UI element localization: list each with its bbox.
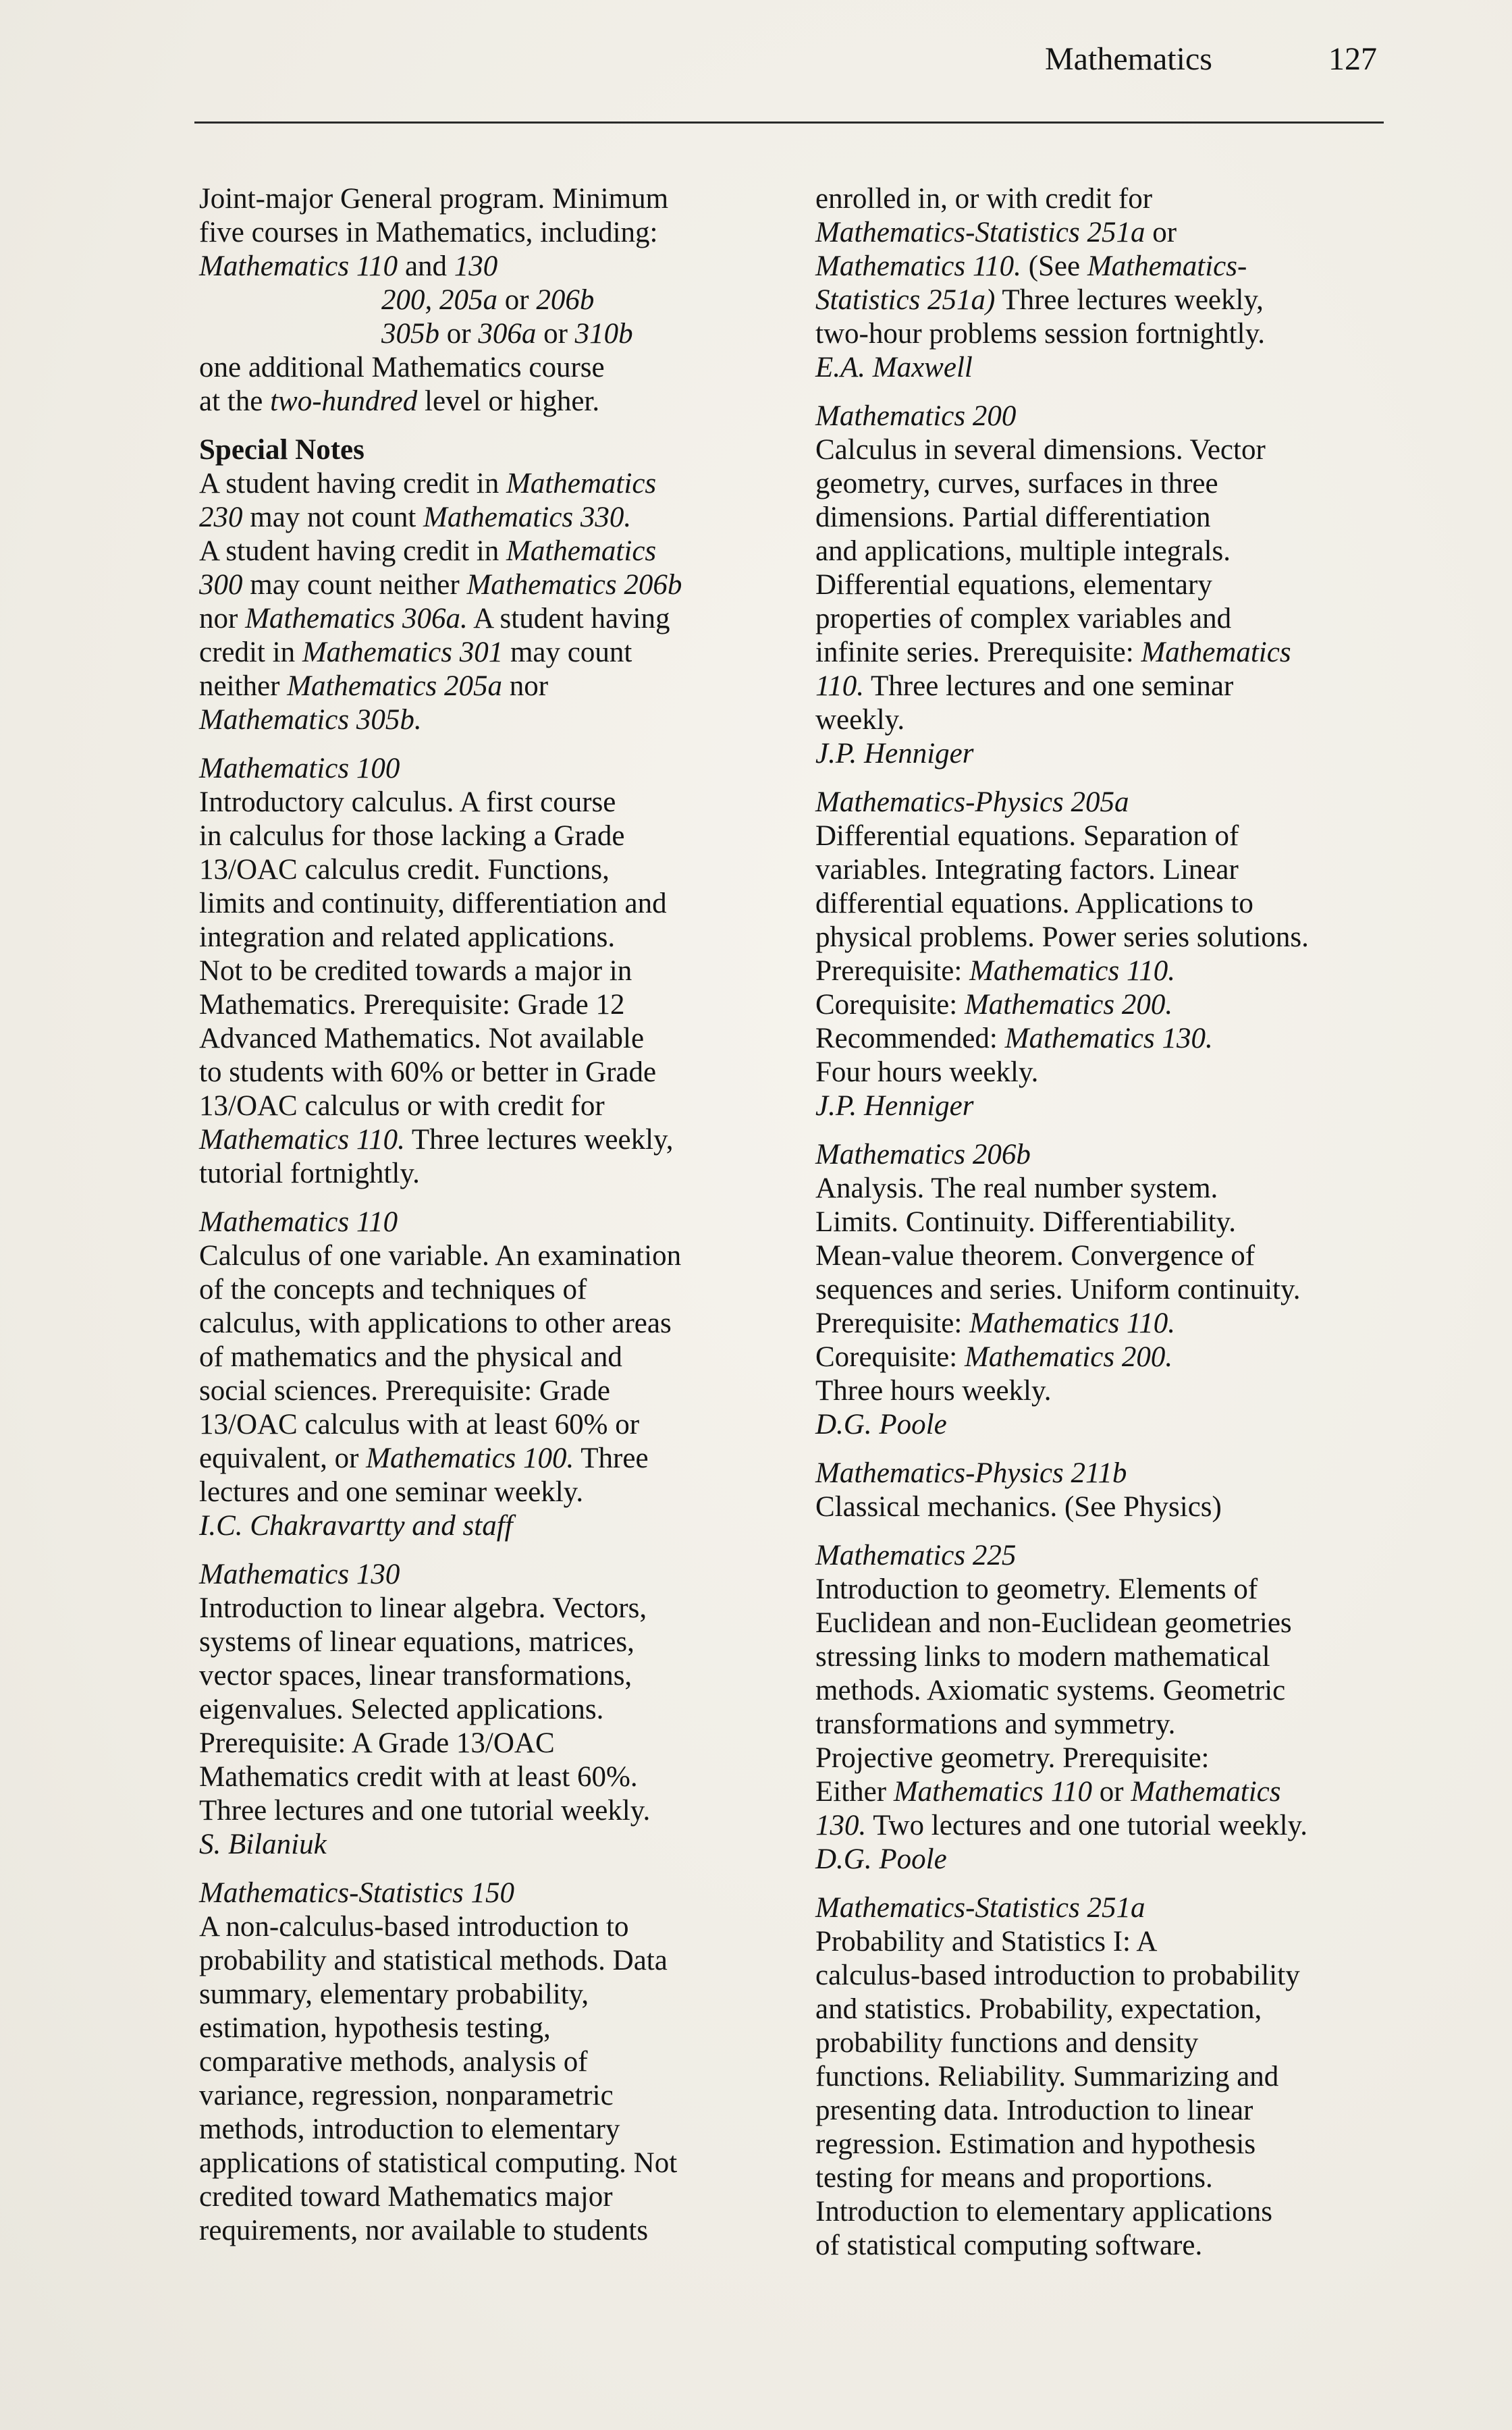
italic-span: Mathematics 110: [199, 250, 398, 282]
text-span: nor: [502, 670, 549, 702]
text-line: [199, 670, 793, 703]
section-heading: Special Notes: [199, 434, 364, 466]
text-span: Three: [574, 1442, 649, 1474]
italic-span: Mathematics 306a.: [245, 603, 468, 634]
text-line: [815, 284, 1409, 317]
text-line: [199, 602, 793, 636]
text-span: Analysis. The real number system.: [815, 1172, 1218, 1204]
text-line: [199, 954, 793, 988]
course-title: Mathematics 100: [199, 753, 400, 784]
text-line: [815, 2026, 1409, 2060]
text-span: two-hour problems session fortnightly.: [815, 318, 1266, 350]
course-entry-math-200: [815, 400, 1409, 771]
text-span: vector spaces, linear transformations,: [199, 1660, 632, 1692]
italic-span: 310b: [574, 318, 633, 350]
text-span: may count: [503, 637, 632, 668]
course-title: Mathematics-Physics 211b: [815, 1457, 1127, 1489]
text-span: presenting data. Introduction to linear: [815, 2095, 1253, 2126]
text-line: [815, 467, 1409, 501]
text-line: [199, 1239, 793, 1273]
text-line: [815, 887, 1409, 921]
text-line: [815, 1775, 1409, 1809]
text-line: [815, 1206, 1409, 1239]
italic-span: Mathematics 200.: [964, 989, 1173, 1021]
text-line: [815, 317, 1409, 351]
course-title: Mathematics-Statistics 150: [199, 1877, 514, 1909]
text-span: or: [1145, 217, 1177, 248]
italic-span: two-hundred: [270, 385, 418, 417]
text-span: Three lectures weekly,: [995, 284, 1264, 316]
text-span: Prerequisite:: [815, 1307, 970, 1339]
text-line: [199, 2180, 793, 2214]
text-span: of the concepts and techniques of: [199, 1274, 587, 1305]
text-span: functions. Reliability. Summarizing and: [815, 2061, 1279, 2092]
text-span: 13/OAC calculus credit. Functions,: [199, 854, 610, 886]
text-span: nor: [199, 603, 246, 634]
text-span: and: [398, 250, 454, 282]
text-span: Prerequisite:: [815, 955, 970, 987]
text-line: [815, 1374, 1409, 1408]
text-line: [199, 351, 793, 385]
text-line: [815, 1993, 1409, 2026]
text-span: lectures and one seminar weekly.: [199, 1476, 584, 1508]
page-number: 127: [1328, 41, 1377, 77]
text-line: [199, 1273, 793, 1307]
text-span: may count neither: [242, 569, 467, 601]
italic-span: 300: [199, 569, 243, 601]
text-line: [199, 2113, 793, 2146]
course-title: Mathematics 225: [815, 1540, 1017, 1571]
text-span: A student having credit in: [199, 468, 507, 500]
italic-span: Mathematics 130.: [1004, 1023, 1213, 1054]
text-span: Differential equations, elementary: [815, 569, 1212, 601]
text-line: [815, 636, 1409, 670]
italic-span: Mathematics: [506, 535, 657, 567]
text-line: [815, 1742, 1409, 1775]
text-line: [199, 1442, 793, 1476]
course-title: Mathematics 206b: [815, 1139, 1031, 1170]
text-span: of mathematics and the physical and: [199, 1341, 622, 1373]
italic-span: Mathematics 100.: [366, 1442, 574, 1474]
text-span: Three lectures and one seminar: [864, 670, 1234, 702]
italic-span: Mathematics 205a: [287, 670, 503, 702]
text-line: [199, 317, 793, 351]
text-span: probability and statistical methods. Data: [199, 1945, 668, 1976]
italic-span: 305b: [381, 318, 439, 350]
text-line: [815, 1674, 1409, 1708]
text-line: [199, 2045, 793, 2079]
text-line: [199, 1794, 793, 1828]
text-span: Euclidean and non-Euclidean geometries: [815, 1607, 1292, 1639]
text-span: Two lectures and one tutorial weekly.: [866, 1810, 1307, 1841]
text-span: may not count: [242, 502, 424, 533]
text-line: [199, 1123, 793, 1157]
text-line: [199, 887, 793, 921]
italic-span: E.A. Maxwell: [815, 352, 973, 383]
text-span: calculus, with applications to other areas: [199, 1307, 672, 1339]
text-line: [199, 921, 793, 954]
text-span: Mean-value theorem. Convergence of: [815, 1240, 1256, 1272]
text-line: [199, 1374, 793, 1408]
italic-span: Mathematics 301: [302, 637, 504, 668]
text-line: [199, 501, 793, 535]
text-line: [815, 1708, 1409, 1742]
course-title: Mathematics-Physics 205a: [815, 786, 1129, 818]
text-span: level or higher.: [417, 385, 600, 417]
text-line: [815, 988, 1409, 1022]
text-span: or: [439, 318, 479, 350]
course-title: Mathematics 110: [199, 1206, 398, 1238]
course-entry-special-notes: [199, 433, 793, 737]
text-span: systems of linear equations, matrices,: [199, 1626, 634, 1658]
text-line: [815, 250, 1409, 284]
text-line: [815, 1490, 1409, 1524]
text-line: [815, 568, 1409, 602]
text-span: Introduction to geometry. Elements of: [815, 1573, 1258, 1605]
text-line: [199, 1022, 793, 1056]
text-line: [199, 568, 793, 602]
course-entry-joint-major: [199, 182, 793, 418]
text-line: [815, 1640, 1409, 1674]
text-span: integration and related applications.: [199, 921, 616, 953]
course-title: Mathematics 200: [815, 400, 1017, 432]
text-line: [199, 1693, 793, 1727]
text-line: [199, 1476, 793, 1509]
text-span: stressing links to modern mathematical: [815, 1641, 1270, 1673]
text-span: eigenvalues. Selected applications.: [199, 1694, 604, 1725]
text-line: [815, 1573, 1409, 1606]
text-span: comparative methods, analysis of: [199, 2046, 588, 2078]
text-line: [199, 250, 793, 284]
text-line: [815, 1056, 1409, 1089]
left-column: [199, 182, 793, 2263]
text-span: A non-calculus-based introduction to: [199, 1911, 629, 1943]
text-line: [815, 737, 1409, 771]
text-span: Recommended:: [815, 1023, 1005, 1054]
text-span: estimation, hypothesis testing,: [199, 2012, 551, 2044]
text-line: [815, 216, 1409, 250]
section-title: Mathematics: [1045, 41, 1212, 77]
course-entry-math-130: [199, 1558, 793, 1862]
course-entry-math-100: [199, 752, 793, 1191]
italic-span: Mathematics 305b.: [199, 704, 422, 736]
text-span: limits and continuity, differentiation and: [199, 888, 667, 919]
text-line: [199, 1341, 793, 1374]
text-line: [815, 2060, 1409, 2094]
text-span: transformations and symmetry.: [815, 1708, 1176, 1740]
text-span: Differential equations. Separation of: [815, 820, 1239, 852]
italic-span: J.P. Henniger: [815, 738, 974, 770]
text-span: of statistical computing software.: [815, 2230, 1203, 2261]
italic-span: Mathematics 330.: [423, 502, 632, 533]
text-span: 13/OAC calculus or with credit for: [199, 1090, 605, 1122]
text-span: credit in: [199, 637, 302, 668]
text-line: [815, 1239, 1409, 1273]
italic-span: Mathematics 110.: [815, 250, 1021, 282]
text-span: Classical mechanics. (See Physics): [815, 1491, 1222, 1523]
text-span: one additional Mathematics course: [199, 352, 605, 383]
text-span: sequences and series. Uniform continuity.: [815, 1274, 1301, 1305]
text-line: [199, 2146, 793, 2180]
course-entry-math-stat-251a: [815, 1891, 1409, 2263]
text-span: methods, introduction to elementary: [199, 2113, 620, 2145]
text-span: calculus-based introduction to probability: [815, 1960, 1300, 1991]
text-line: [815, 2094, 1409, 2128]
text-span: testing for means and proportions.: [815, 2162, 1213, 2194]
italic-span: Mathematics: [506, 468, 657, 500]
page-header: [1040, 35, 1390, 82]
text-line: [815, 1809, 1409, 1843]
text-line: [815, 1341, 1409, 1374]
text-line: [815, 2195, 1409, 2229]
italic-span: Mathematics 110.: [199, 1124, 405, 1156]
text-line: [199, 853, 793, 887]
text-line: [199, 1944, 793, 1978]
text-span: infinite series. Prerequisite:: [815, 637, 1141, 668]
text-line: [199, 1157, 793, 1191]
text-line: [815, 703, 1409, 737]
text-span: Corequisite:: [815, 1341, 965, 1373]
text-line: [199, 988, 793, 1022]
text-line: [199, 1978, 793, 2012]
text-span: Prerequisite: A Grade 13/OAC: [199, 1727, 555, 1759]
text-line: [199, 1910, 793, 1944]
text-span: summary, elementary probability,: [199, 1978, 589, 2010]
text-span: dimensions. Partial differentiation: [815, 502, 1211, 533]
text-span: variance, regression, nonparametric: [199, 2080, 614, 2111]
text-line: [199, 284, 793, 317]
text-line: [199, 1760, 793, 1794]
text-span: A student having: [467, 603, 670, 634]
text-line: [199, 2214, 793, 2248]
text-line: [815, 535, 1409, 568]
italic-span: 110.: [815, 670, 865, 702]
course-entry-math-206b: [815, 1138, 1409, 1442]
text-span: probability functions and density: [815, 2027, 1199, 2059]
text-span: Three lectures and one tutorial weekly.: [199, 1795, 651, 1827]
italic-span: Mathematics-: [1087, 250, 1247, 282]
italic-span: 200, 205a: [381, 284, 497, 316]
text-span: Introduction to linear algebra. Vectors,: [199, 1592, 647, 1624]
text-span: neither: [199, 670, 288, 702]
text-line: [815, 819, 1409, 853]
text-line: [815, 433, 1409, 467]
course-entry-math-110: [199, 1206, 793, 1543]
text-span: Introduction to elementary applications: [815, 2196, 1273, 2228]
text-line: [199, 1625, 793, 1659]
text-span: physical problems. Power series solutions.: [815, 921, 1309, 953]
text-line: [815, 1925, 1409, 1959]
text-span: five courses in Mathematics, including:: [199, 217, 658, 248]
text-span: credited toward Mathematics major: [199, 2181, 613, 2213]
text-span: requirements, nor available to students: [199, 2215, 649, 2246]
text-line: [815, 853, 1409, 887]
text-line: [199, 1408, 793, 1442]
course-entry-math-stat-150: [199, 1877, 793, 2248]
text-span: Projective geometry. Prerequisite:: [815, 1742, 1210, 1774]
text-span: in calculus for those lacking a Grade: [199, 820, 625, 852]
text-span: methods. Axiomatic systems. Geometric: [815, 1675, 1286, 1706]
text-line: [815, 1408, 1409, 1442]
text-span: and applications, multiple integrals.: [815, 535, 1231, 567]
text-line: [199, 2012, 793, 2045]
italic-span: 130.: [815, 1810, 867, 1841]
text-span: weekly.: [815, 704, 905, 736]
text-span: Advanced Mathematics. Not available: [199, 1023, 645, 1054]
text-span: Introductory calculus. A first course: [199, 786, 616, 818]
italic-span: Mathematics 110.: [969, 1307, 1176, 1339]
italic-span: 130: [454, 250, 498, 282]
text-span: at the: [199, 385, 271, 417]
text-line: [199, 636, 793, 670]
course-entry-math-phys-211b: [815, 1457, 1409, 1524]
text-span: enrolled in, or with credit for: [815, 183, 1153, 215]
text-line: [199, 2079, 793, 2113]
text-line: [815, 1273, 1409, 1307]
text-span: applications of statistical computing. Not: [199, 2147, 678, 2179]
text-line: [815, 954, 1409, 988]
text-line: [815, 921, 1409, 954]
text-span: Calculus of one variable. An examination: [199, 1240, 682, 1272]
text-line: [815, 2128, 1409, 2161]
text-span: social sciences. Prerequisite: Grade: [199, 1375, 610, 1407]
header-rule: [194, 122, 1384, 124]
italic-span: Statistics 251a): [815, 284, 996, 316]
text-span: tutorial fortnightly.: [199, 1158, 420, 1189]
text-line: [815, 1089, 1409, 1123]
text-span: equivalent, or: [199, 1442, 367, 1474]
course-entry-math-225: [815, 1539, 1409, 1877]
text-span: Probability and Statistics I: A: [815, 1926, 1158, 1958]
text-span: geometry, curves, surfaces in three: [815, 468, 1218, 500]
italic-span: Mathematics-Statistics 251a: [815, 217, 1145, 248]
course-title: Mathematics 130: [199, 1559, 400, 1590]
text-line: [199, 819, 793, 853]
text-span: to students with 60% or better in Grade: [199, 1056, 657, 1088]
text-span: and statistics. Probability, expectation,: [815, 1993, 1262, 2025]
text-line: [815, 670, 1409, 703]
italic-span: 206b: [536, 284, 595, 316]
italic-span: D.G. Poole: [815, 1409, 947, 1440]
text-line: [815, 182, 1409, 216]
text-line: [199, 1727, 793, 1760]
text-line: [199, 1307, 793, 1341]
text-span: Three lectures weekly,: [404, 1124, 674, 1156]
text-line: [815, 501, 1409, 535]
course-entry-math-phys-205a: [815, 786, 1409, 1123]
text-line: [815, 1843, 1409, 1877]
text-span: variables. Integrating factors. Linear: [815, 854, 1239, 886]
italic-span: Mathematics 200.: [964, 1341, 1173, 1373]
text-line: [815, 602, 1409, 636]
text-line: [815, 1307, 1409, 1341]
text-line: [815, 1022, 1409, 1056]
italic-span: S. Bilaniuk: [199, 1829, 327, 1860]
italic-span: 306a: [478, 318, 537, 350]
text-line: [815, 1172, 1409, 1206]
text-span: regression. Estimation and hypothesis: [815, 2128, 1256, 2160]
text-span: or: [497, 284, 537, 316]
text-line: [815, 1959, 1409, 1993]
course-entry-math-stat-150-cont: [815, 182, 1409, 385]
text-span: Not to be credited towards a major in: [199, 955, 632, 987]
text-line: [199, 1056, 793, 1089]
italic-span: 230: [199, 502, 243, 533]
italic-span: Mathematics 206b: [466, 569, 682, 601]
italic-span: Mathematics: [1141, 637, 1291, 668]
text-line: [815, 2229, 1409, 2263]
text-span: Three hours weekly.: [815, 1375, 1052, 1407]
text-line: [199, 467, 793, 501]
text-line: [199, 535, 793, 568]
italic-span: Mathematics 110.: [969, 955, 1176, 987]
text-line: [199, 1659, 793, 1693]
text-span: Calculus in several dimensions. Vector: [815, 434, 1266, 466]
course-title: Mathematics-Statistics 251a: [815, 1892, 1145, 1924]
text-line: [199, 703, 793, 737]
text-span: or: [1092, 1776, 1131, 1808]
text-line: [199, 1828, 793, 1862]
text-span: Four hours weekly.: [815, 1056, 1039, 1088]
text-line: [199, 216, 793, 250]
text-line: [199, 1089, 793, 1123]
right-column: [815, 182, 1409, 2277]
text-line: [199, 385, 793, 418]
text-span: Either: [815, 1776, 894, 1808]
text-span: 13/OAC calculus with at least 60% or: [199, 1409, 640, 1440]
italic-span: J.P. Henniger: [815, 1090, 974, 1122]
text-span: Limits. Continuity. Differentiability.: [815, 1206, 1237, 1238]
text-line: [199, 1509, 793, 1543]
text-line: [199, 786, 793, 819]
text-span: (See: [1021, 250, 1087, 282]
text-line: [199, 1592, 793, 1625]
text-span: Corequisite:: [815, 989, 965, 1021]
text-line: [815, 351, 1409, 385]
text-span: A student having credit in: [199, 535, 507, 567]
italic-span: I.C. Chakravartty and staff: [199, 1510, 513, 1542]
italic-span: Mathematics: [1131, 1776, 1281, 1808]
text-line: [815, 2161, 1409, 2195]
text-span: Joint-major General program. Minimum: [199, 183, 669, 215]
text-span: differential equations. Applications to: [815, 888, 1253, 919]
text-span: properties of complex variables and: [815, 603, 1232, 634]
text-line: [199, 182, 793, 216]
text-span: or: [536, 318, 575, 350]
italic-span: Mathematics 110: [893, 1776, 1093, 1808]
text-line: [815, 1606, 1409, 1640]
text-span: Mathematics credit with at least 60%.: [199, 1761, 638, 1793]
text-span: Mathematics. Prerequisite: Grade 12: [199, 989, 625, 1021]
italic-span: D.G. Poole: [815, 1843, 947, 1875]
